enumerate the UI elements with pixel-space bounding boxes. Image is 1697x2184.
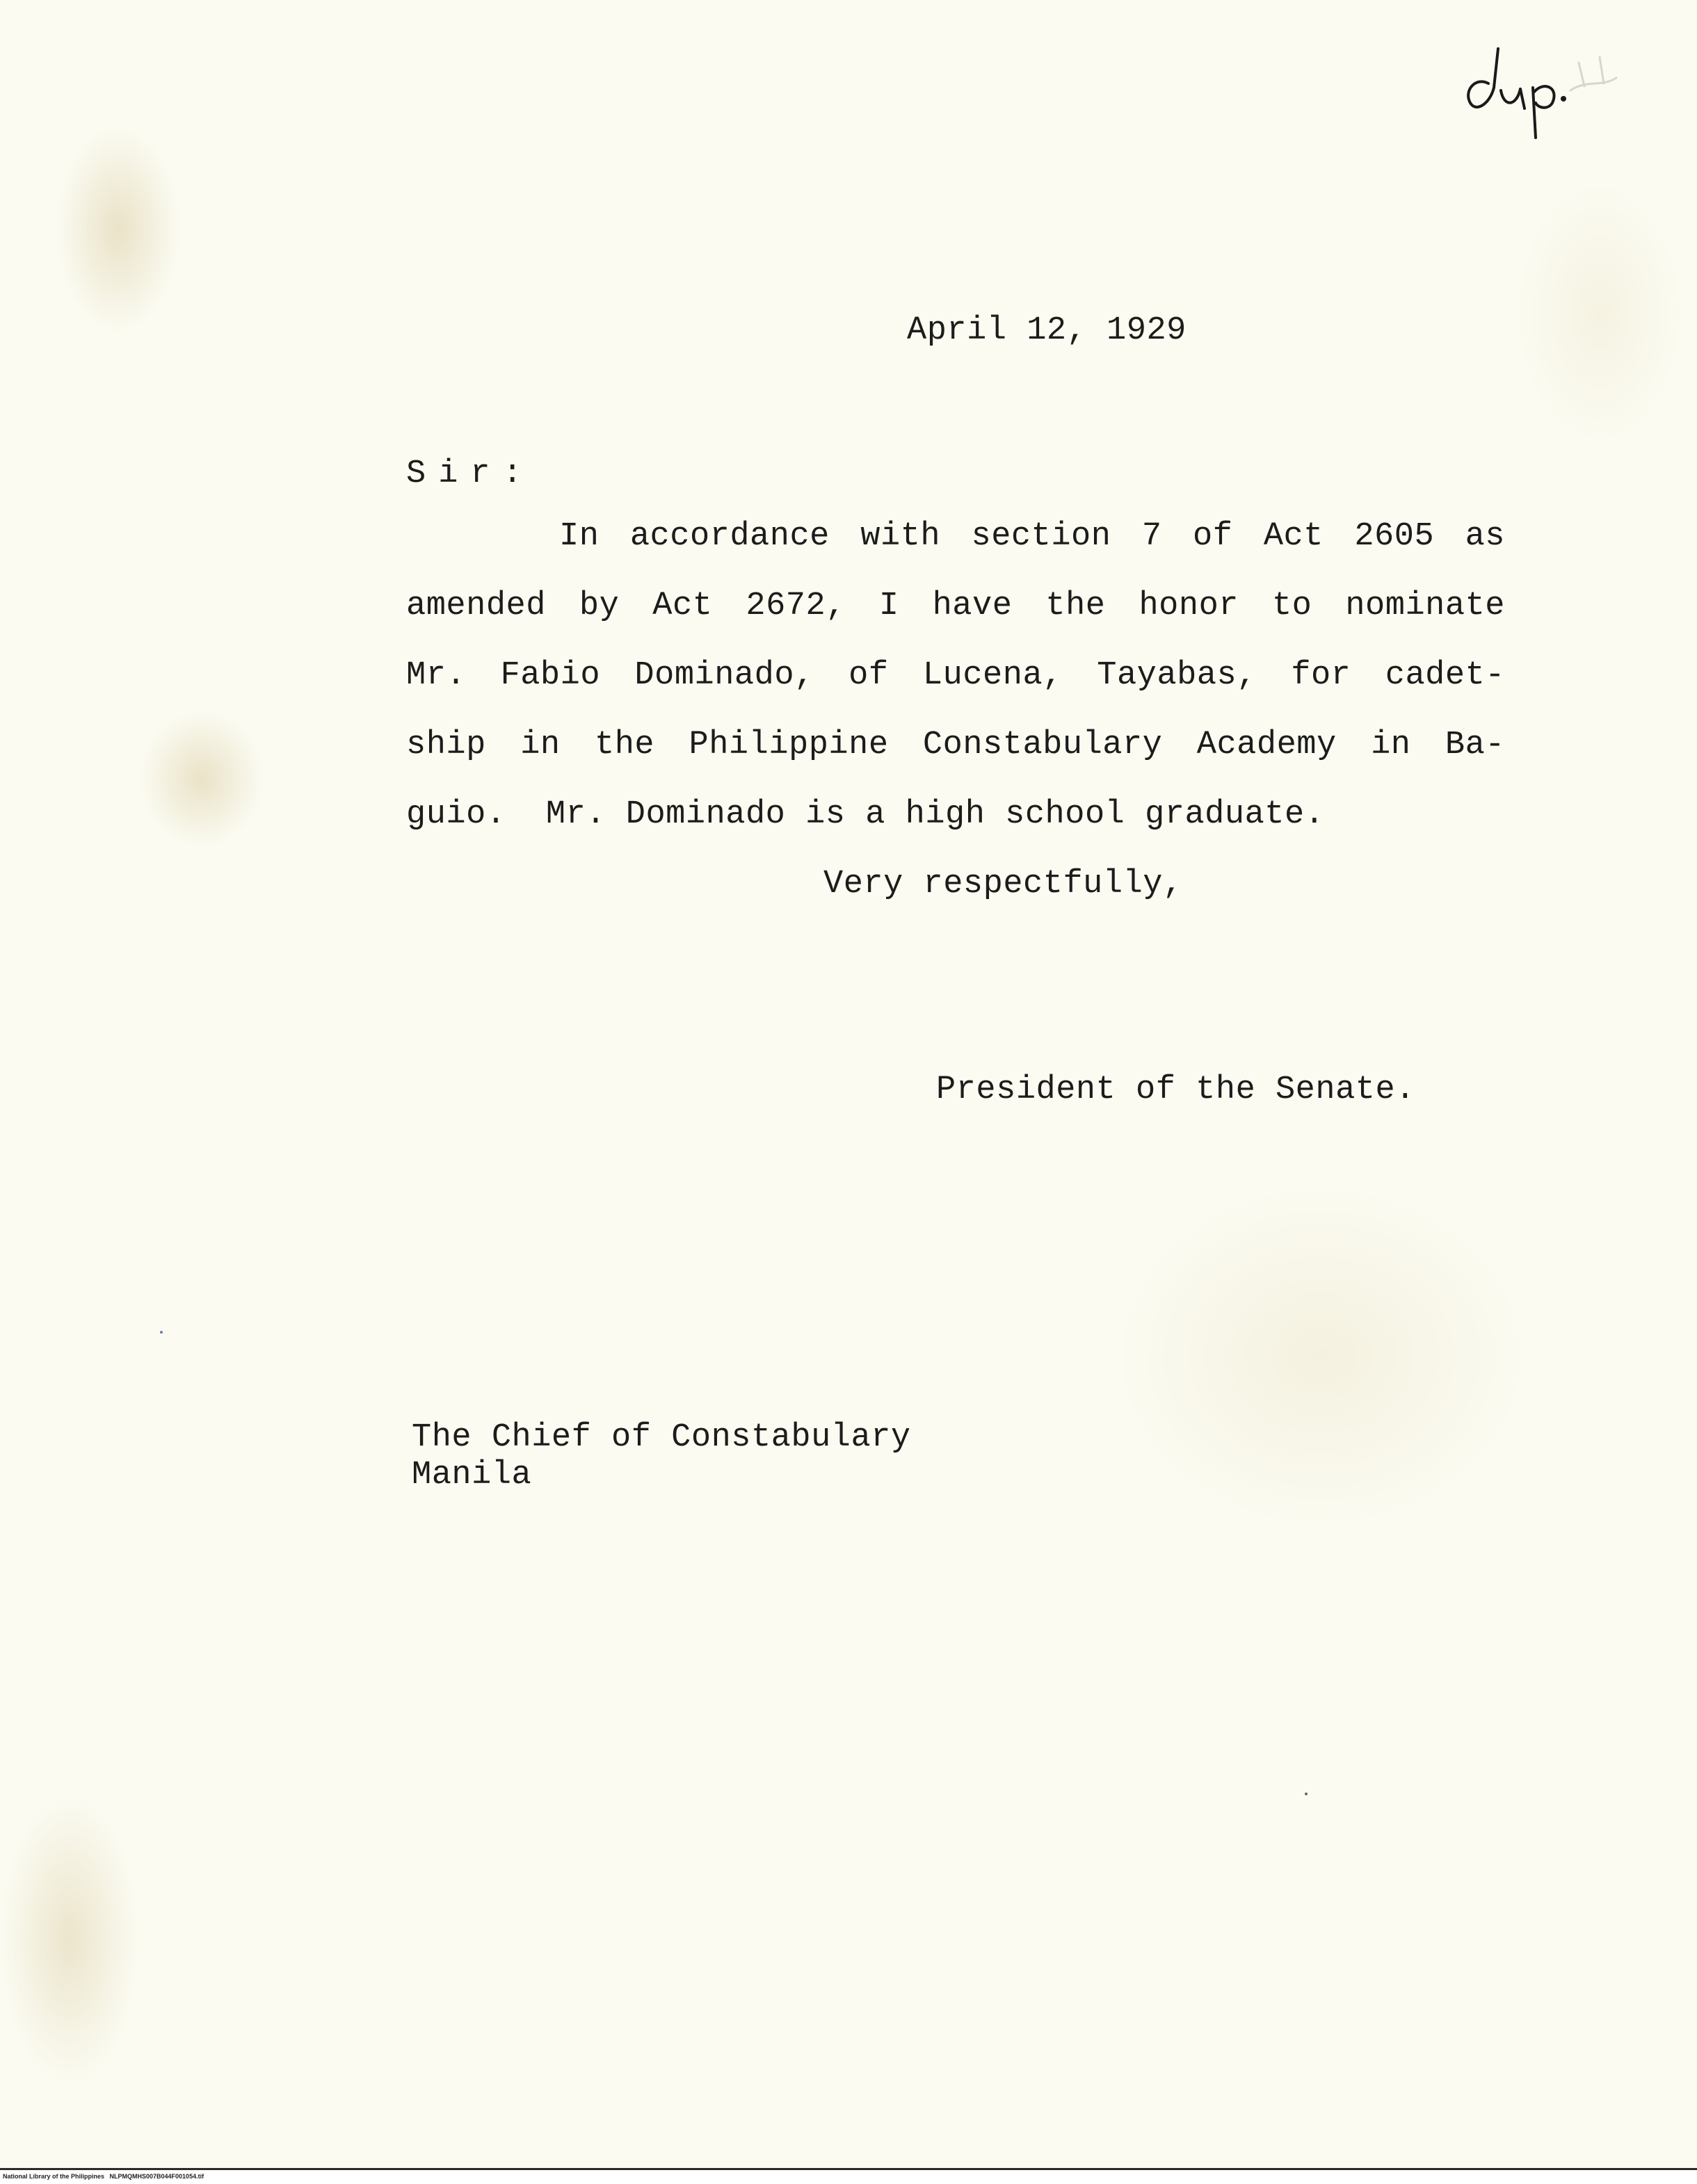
addressee-city: Manila (412, 1457, 532, 1494)
body-line-4: ship in the Philippine Constabulary Academy in Ba- (406, 727, 1505, 763)
scan-footer-strip (0, 2168, 1697, 2184)
paper-stain (56, 125, 181, 334)
addressee-name: The Chief of Constabulary (412, 1419, 911, 1456)
paper-stain (0, 1794, 139, 2086)
body-line-5: guio. Mr. Dominado is a high school graduate. (406, 796, 1325, 833)
body-line-3: Mr. Fabio Dominado, of Lucena, Tayabas, for cadet- (406, 657, 1505, 694)
signature-title: President of the Senate. (936, 1071, 1415, 1108)
body-line-2: amended by Act 2672, I have the honor to nominate (406, 588, 1505, 624)
letter-date: April 12, 1929 (907, 312, 1187, 349)
scan-footer-caption: National Library of the Philippines NLPMQMHS007B044F001054.tif (3, 2173, 204, 2180)
ink-speck (160, 1331, 163, 1334)
paper-stain (1516, 181, 1683, 445)
paper-stain (139, 709, 264, 848)
salutation: Sir: (406, 455, 535, 492)
complimentary-closing: Very respectfully, (823, 866, 1183, 903)
body-line-1: In accordance with section 7 of Act 2605 as (559, 518, 1505, 555)
handwritten-dup-note (1455, 21, 1636, 146)
ink-speck (1305, 1793, 1308, 1795)
paper-stain (1113, 1182, 1530, 1530)
